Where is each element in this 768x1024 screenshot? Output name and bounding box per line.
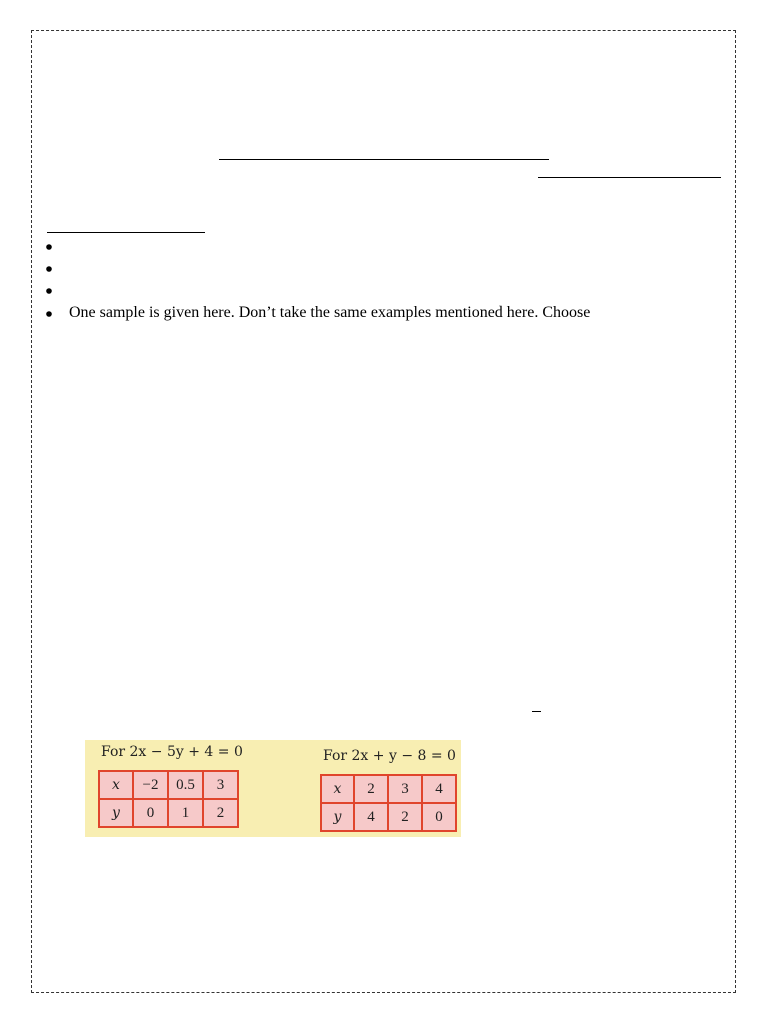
value-table-first [98,770,239,828]
table-row [99,799,238,827]
row-label-y: y [321,803,354,831]
table-cell: 2 [388,803,422,831]
table-cell: 1 [168,799,203,827]
table-cell: 0 [133,799,168,827]
bullet-marker [46,244,52,250]
subtitle-blank-line [538,177,721,178]
table-caption-first [101,744,243,761]
bullet-marker [46,266,52,272]
row-label-y: y [99,799,133,827]
table-cell: 2 [203,799,238,827]
table-cell: 0.5 [168,771,203,799]
title-blank-line [219,159,549,160]
table-caption-second [323,748,456,765]
table-cell: 3 [388,775,422,803]
table-cell: 3 [203,771,238,799]
table-cell: 0 [422,803,456,831]
bullet-marker [46,288,52,294]
value-table-second [320,774,457,832]
bullet-marker [46,311,52,317]
row-label-x: x [321,775,354,803]
table-cell: 2 [354,775,388,803]
dash-mark [532,711,541,712]
table-cell: 4 [354,803,388,831]
caption-text: For 2x + y − 8 = 0 [323,748,456,764]
page-border [31,30,736,993]
table-row [99,771,238,799]
bullet-text: One sample is given here. Don’t take the same examples mentioned here. Choose [69,304,591,321]
sample-values-figure [85,740,461,837]
table-row [321,803,456,831]
table-cell: −2 [133,771,168,799]
caption-text: For 2x − 5y + 4 = 0 [101,744,243,760]
section-heading-underline [47,232,205,233]
table-cell: 4 [422,775,456,803]
row-label-x: x [99,771,133,799]
table-row [321,775,456,803]
